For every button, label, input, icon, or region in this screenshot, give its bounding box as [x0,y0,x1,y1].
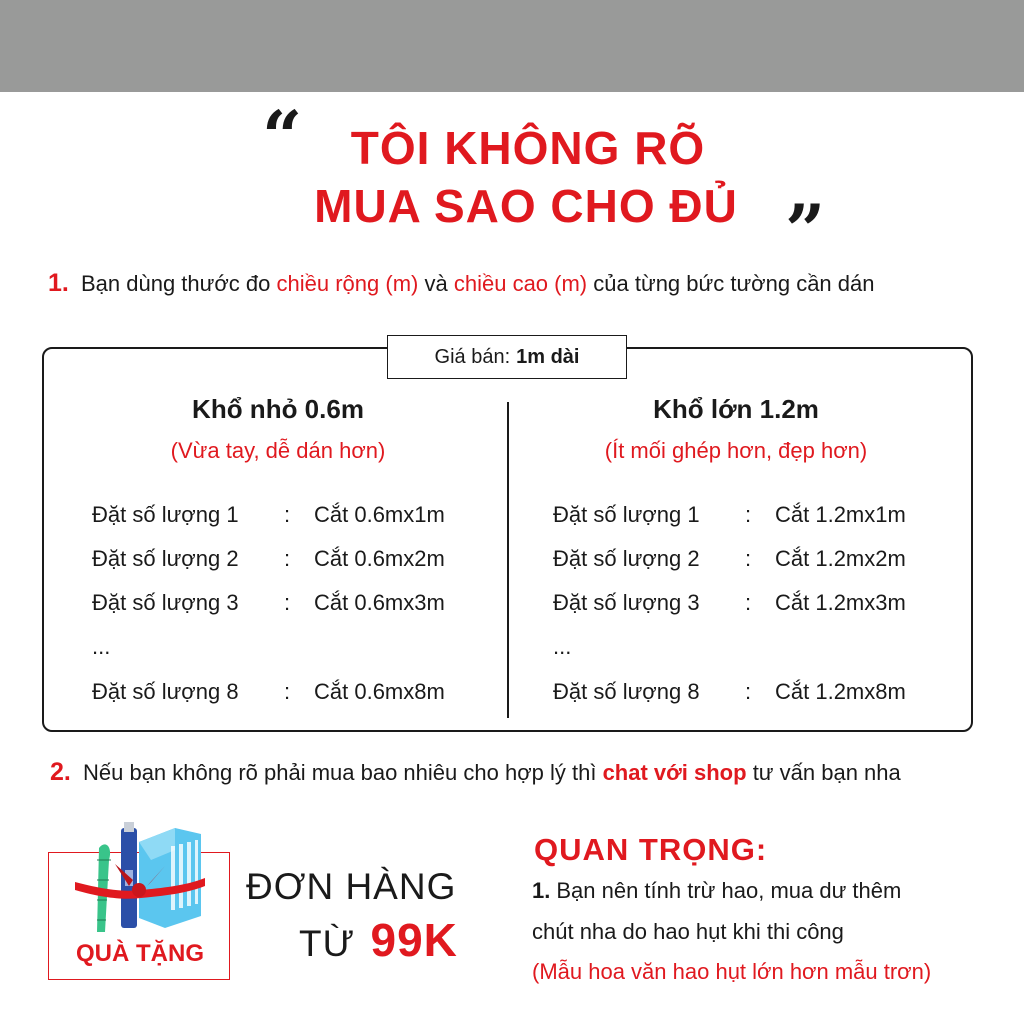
important-number: 1. [532,878,551,903]
step-2-text-a: Nếu bạn không rõ phải mua bao nhiêu cho hợp lý thì [82,760,597,785]
cut-size: Cắt 1.2mx1m [775,502,906,527]
height-highlight: chiều cao (m) [453,271,588,296]
order-qty: Đặt số lượng 8 [92,679,239,704]
separator: : [284,502,291,527]
close-quote-mark: ” [785,189,826,272]
order-qty: Đặt số lượng 8 [553,679,700,704]
separator: : [745,679,752,704]
order-qty: Đặt số lượng 3 [553,590,700,615]
small-size-title: Khổ nhỏ 0.6m [192,394,364,424]
step-2 [50,757,901,788]
large-size-subtitle: (Ít mối ghép hơn, đẹp hơn) [604,438,868,463]
order-qty: Đặt số lượng 1 [553,502,700,527]
separator: : [745,502,752,527]
ellipsis: ... [92,634,111,659]
separator: : [284,546,291,571]
ellipsis: ... [553,634,572,659]
important-line2: chút nha do hao hụt khi thi công [532,919,844,944]
important-line1 [532,878,901,904]
cut-size: Cắt 0.6mx8m [314,679,445,704]
separator: : [284,679,291,704]
cut-size: Cắt 1.2mx3m [775,590,906,615]
top-gray-bar [0,0,1024,92]
price-value: 1m dài [516,345,580,368]
small-size-subtitle: (Vừa tay, dễ dán hơn) [170,438,386,463]
cut-size: Cắt 0.6mx3m [314,590,445,615]
headline-line1: TÔI KHÔNG RÕ [350,122,706,174]
cut-size: Cắt 0.6mx2m [314,546,445,571]
separator: : [745,546,752,571]
order-min-amount: 99K [370,914,458,966]
step-2-number: 2. [50,758,71,786]
important-title: QUAN TRỌNG: [534,832,768,867]
price-tag [387,335,627,379]
important-line3: (Mẫu hoa văn hao hụt lớn hơn mẫu trơn) [532,959,932,984]
step-1-text-b: và [424,271,448,296]
cut-size: Cắt 0.6mx1m [314,502,445,527]
order-qty: Đặt số lượng 2 [553,546,700,571]
order-qty: Đặt số lượng 3 [92,590,239,615]
order-min-prefix: TỪ [299,923,356,964]
open-quote-mark: “ [262,95,303,178]
width-highlight: chiều rộng (m) [276,271,419,296]
gift-label: QUÀ TẶNG [64,935,216,973]
price-label: Giá bán: [434,345,511,368]
step-2-text-b: tư vấn bạn nha [752,760,901,785]
headline-line2: MUA SAO CHO ĐỦ [314,180,738,232]
gift-tools-illustration [75,820,205,938]
important-line1-text: Bạn nên tính trừ hao, mua dư thêm [556,878,902,903]
separator: : [284,590,291,615]
separator: : [745,590,752,615]
order-min-line2 [299,913,458,967]
wallpaper-smoother-icon [139,828,201,928]
step-1 [48,268,875,299]
step-1-text-c: của từng bức tường cần dán [593,271,875,296]
order-min-line1: ĐƠN HÀNG [246,866,457,907]
cut-size: Cắt 1.2mx2m [775,546,906,571]
step-1-number: 1. [48,269,69,297]
chat-with-shop-link[interactable]: chat với shop [602,760,747,785]
order-qty: Đặt số lượng 1 [92,502,239,527]
large-size-title: Khổ lớn 1.2m [653,394,819,424]
step-1-text-a: Bạn dùng thước đo [80,271,271,296]
order-qty: Đặt số lượng 2 [92,546,239,571]
cut-size: Cắt 1.2mx8m [775,679,906,704]
